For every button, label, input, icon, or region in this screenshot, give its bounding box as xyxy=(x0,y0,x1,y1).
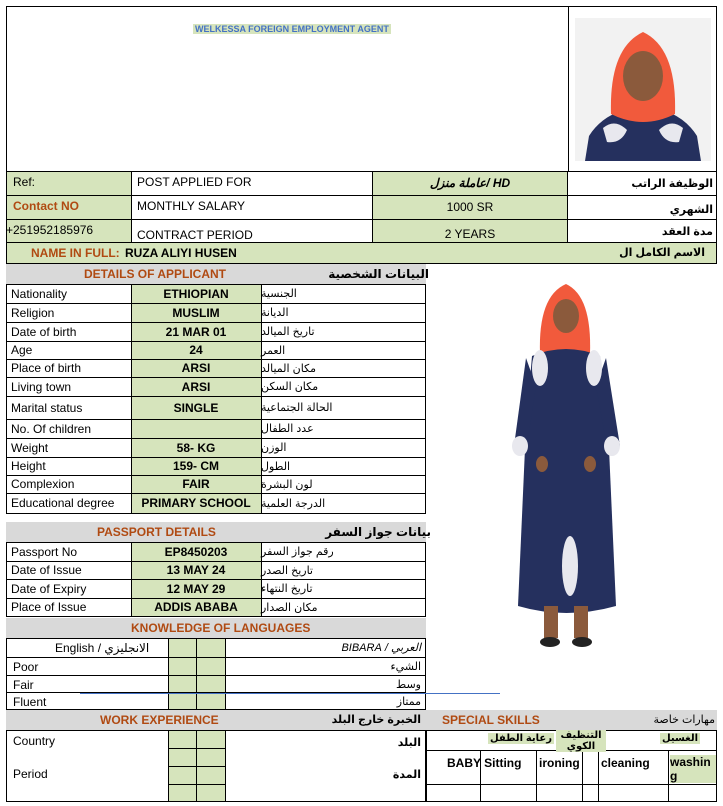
monthly-salary-ar: الشهري xyxy=(669,204,713,216)
details-label: Weight xyxy=(11,440,49,455)
details-value xyxy=(131,419,261,438)
details-arabic: الديانة xyxy=(261,307,289,319)
lang-fair-ar: وسط xyxy=(396,679,421,691)
contact-number: +251952185976 xyxy=(6,223,94,237)
name-label: NAME IN FULL: xyxy=(31,246,120,260)
skill-ar-washing: الغسيل xyxy=(662,733,699,744)
details-value: ETHIOPIAN xyxy=(163,286,229,301)
passport-label: Date of Issue xyxy=(11,563,82,577)
details-arabic: الدرجة العلمية xyxy=(261,497,326,510)
passport-heading: PASSPORT DETAILS xyxy=(97,525,216,539)
details-label: Marital status xyxy=(11,400,83,415)
passport-value: ADDIS ABABA xyxy=(154,600,238,614)
details-value: MUSLIM xyxy=(172,305,220,320)
agency-name: WELKESSA FOREIGN EMPLOYMENT AGENT xyxy=(195,24,389,34)
details-value: SINGLE xyxy=(173,400,219,415)
details-arabic: عدد الطفال xyxy=(261,423,314,435)
contract-period-ar: مدة العقد xyxy=(661,226,713,238)
contact-no-label: Contact NO xyxy=(13,199,79,213)
details-value: 24 xyxy=(189,343,203,357)
details-arabic: العمر xyxy=(261,344,286,357)
passport-label: Passport No xyxy=(11,544,78,559)
details-arabic: الجنسية xyxy=(261,288,297,300)
passport-arabic: مكان الصدار xyxy=(261,601,318,614)
work-heading-ar: الخبرة خارج البلد xyxy=(331,714,421,726)
details-value: ARSI xyxy=(181,379,211,394)
details-value: FAIR xyxy=(182,477,210,491)
ref-label: Ref: xyxy=(13,175,36,189)
contract-period-value: 2 YEARS xyxy=(444,227,496,241)
details-arabic: تاريخ الميالد xyxy=(261,326,315,338)
details-arabic: لون البشرة xyxy=(261,478,313,491)
passport-arabic: تاريخ الصدر xyxy=(261,564,313,577)
details-value: PRIMARY SCHOOL xyxy=(141,496,251,510)
languages-heading: KNOWLEDGE OF LANGUAGES xyxy=(131,621,311,635)
work-period-ar: المدة xyxy=(392,769,421,781)
skill-babysitting-text: BABY Sitting xyxy=(447,756,522,770)
lang-arabic-label: العربي / BIBARA xyxy=(341,642,421,654)
contract-period-label: CONTRACT PERIOD xyxy=(137,228,253,242)
details-value: 58- KG xyxy=(176,440,216,455)
skill-cleaning: cleaning xyxy=(601,756,650,770)
name-ar: الاسم الكامل ال xyxy=(619,247,705,259)
work-heading: WORK EXPERIENCE xyxy=(100,713,219,727)
lang-poor-ar: الشيء xyxy=(390,661,421,673)
lang-poor: Poor xyxy=(13,660,39,674)
lang-fair: Fair xyxy=(13,678,34,692)
details-label: Place of birth xyxy=(11,361,82,375)
post-applied-ar: الوظيفة الراتب xyxy=(631,178,713,190)
details-arabic: الطول xyxy=(261,460,291,473)
lang-fluent: Fluent xyxy=(13,695,47,709)
full-body-photo xyxy=(500,276,630,662)
details-arabic: مكان الميالد xyxy=(261,362,317,375)
passport-arabic: تاريخ النتهاء xyxy=(261,583,313,595)
name-value: RUZA ALIYI HUSEN xyxy=(125,246,237,260)
details-value: ARSI xyxy=(181,361,211,375)
monthly-salary-value: 1000 SR xyxy=(446,200,494,214)
passport-heading-ar: بيانات جواز السفر xyxy=(325,525,431,539)
passport-value: 12 MAY 29 xyxy=(166,581,226,596)
details-value: 21 MAR 01 xyxy=(165,324,227,339)
details-label: Complexion xyxy=(11,477,75,491)
details-label: Date of birth xyxy=(11,324,77,339)
details-arabic: الوزن xyxy=(261,442,287,454)
skills-heading: SPECIAL SKILLS xyxy=(442,713,540,727)
details-label: Age xyxy=(11,343,33,357)
lang-english-label: English / الانجليزي xyxy=(55,641,150,655)
details-value: 159- CM xyxy=(172,459,219,473)
passport-arabic: رقم جواز السفر xyxy=(261,546,334,558)
skill-ar-cleaning: التنظيف الكوي xyxy=(556,730,606,752)
details-arabic: مكان السكن xyxy=(261,381,319,393)
work-country: Country xyxy=(13,734,56,748)
lang-fluent-ar: ممتاز xyxy=(396,696,421,708)
details-arabic: الحالة الجتماعية xyxy=(261,402,333,414)
passport-value: 13 MAY 24 xyxy=(166,563,226,577)
post-applied-label: POST APPLIED FOR xyxy=(137,175,252,189)
portrait-photo xyxy=(575,18,711,161)
details-heading-ar: البيانات الشخصية xyxy=(328,267,429,281)
passport-value: EP8450203 xyxy=(164,544,228,559)
details-heading: DETAILS OF APPLICANT xyxy=(84,267,226,281)
details-label: Living town xyxy=(11,379,72,394)
details-label: Religion xyxy=(11,305,55,320)
details-label: Nationality xyxy=(11,286,68,301)
work-country-ar: البلد xyxy=(397,737,421,749)
details-label: Educational degree xyxy=(11,496,115,510)
monthly-salary-label: MONTHLY SALARY xyxy=(137,199,246,213)
passport-label: Date of Expiry xyxy=(11,581,87,596)
post-applied-value: عاملة منزل/ HD xyxy=(429,176,511,190)
skill-babysitting xyxy=(447,756,521,770)
details-label: Height xyxy=(11,459,46,473)
skills-heading-ar: مهارات خاصة xyxy=(653,714,715,726)
skill-ar-babysitting: رعاية الطفل xyxy=(490,733,552,744)
skill-ironing: ironing xyxy=(539,756,580,770)
skill-washing: washin g xyxy=(670,755,716,783)
work-period: Period xyxy=(13,767,48,781)
details-label: No. Of children xyxy=(11,421,92,436)
passport-label: Place of Issue xyxy=(11,600,87,614)
